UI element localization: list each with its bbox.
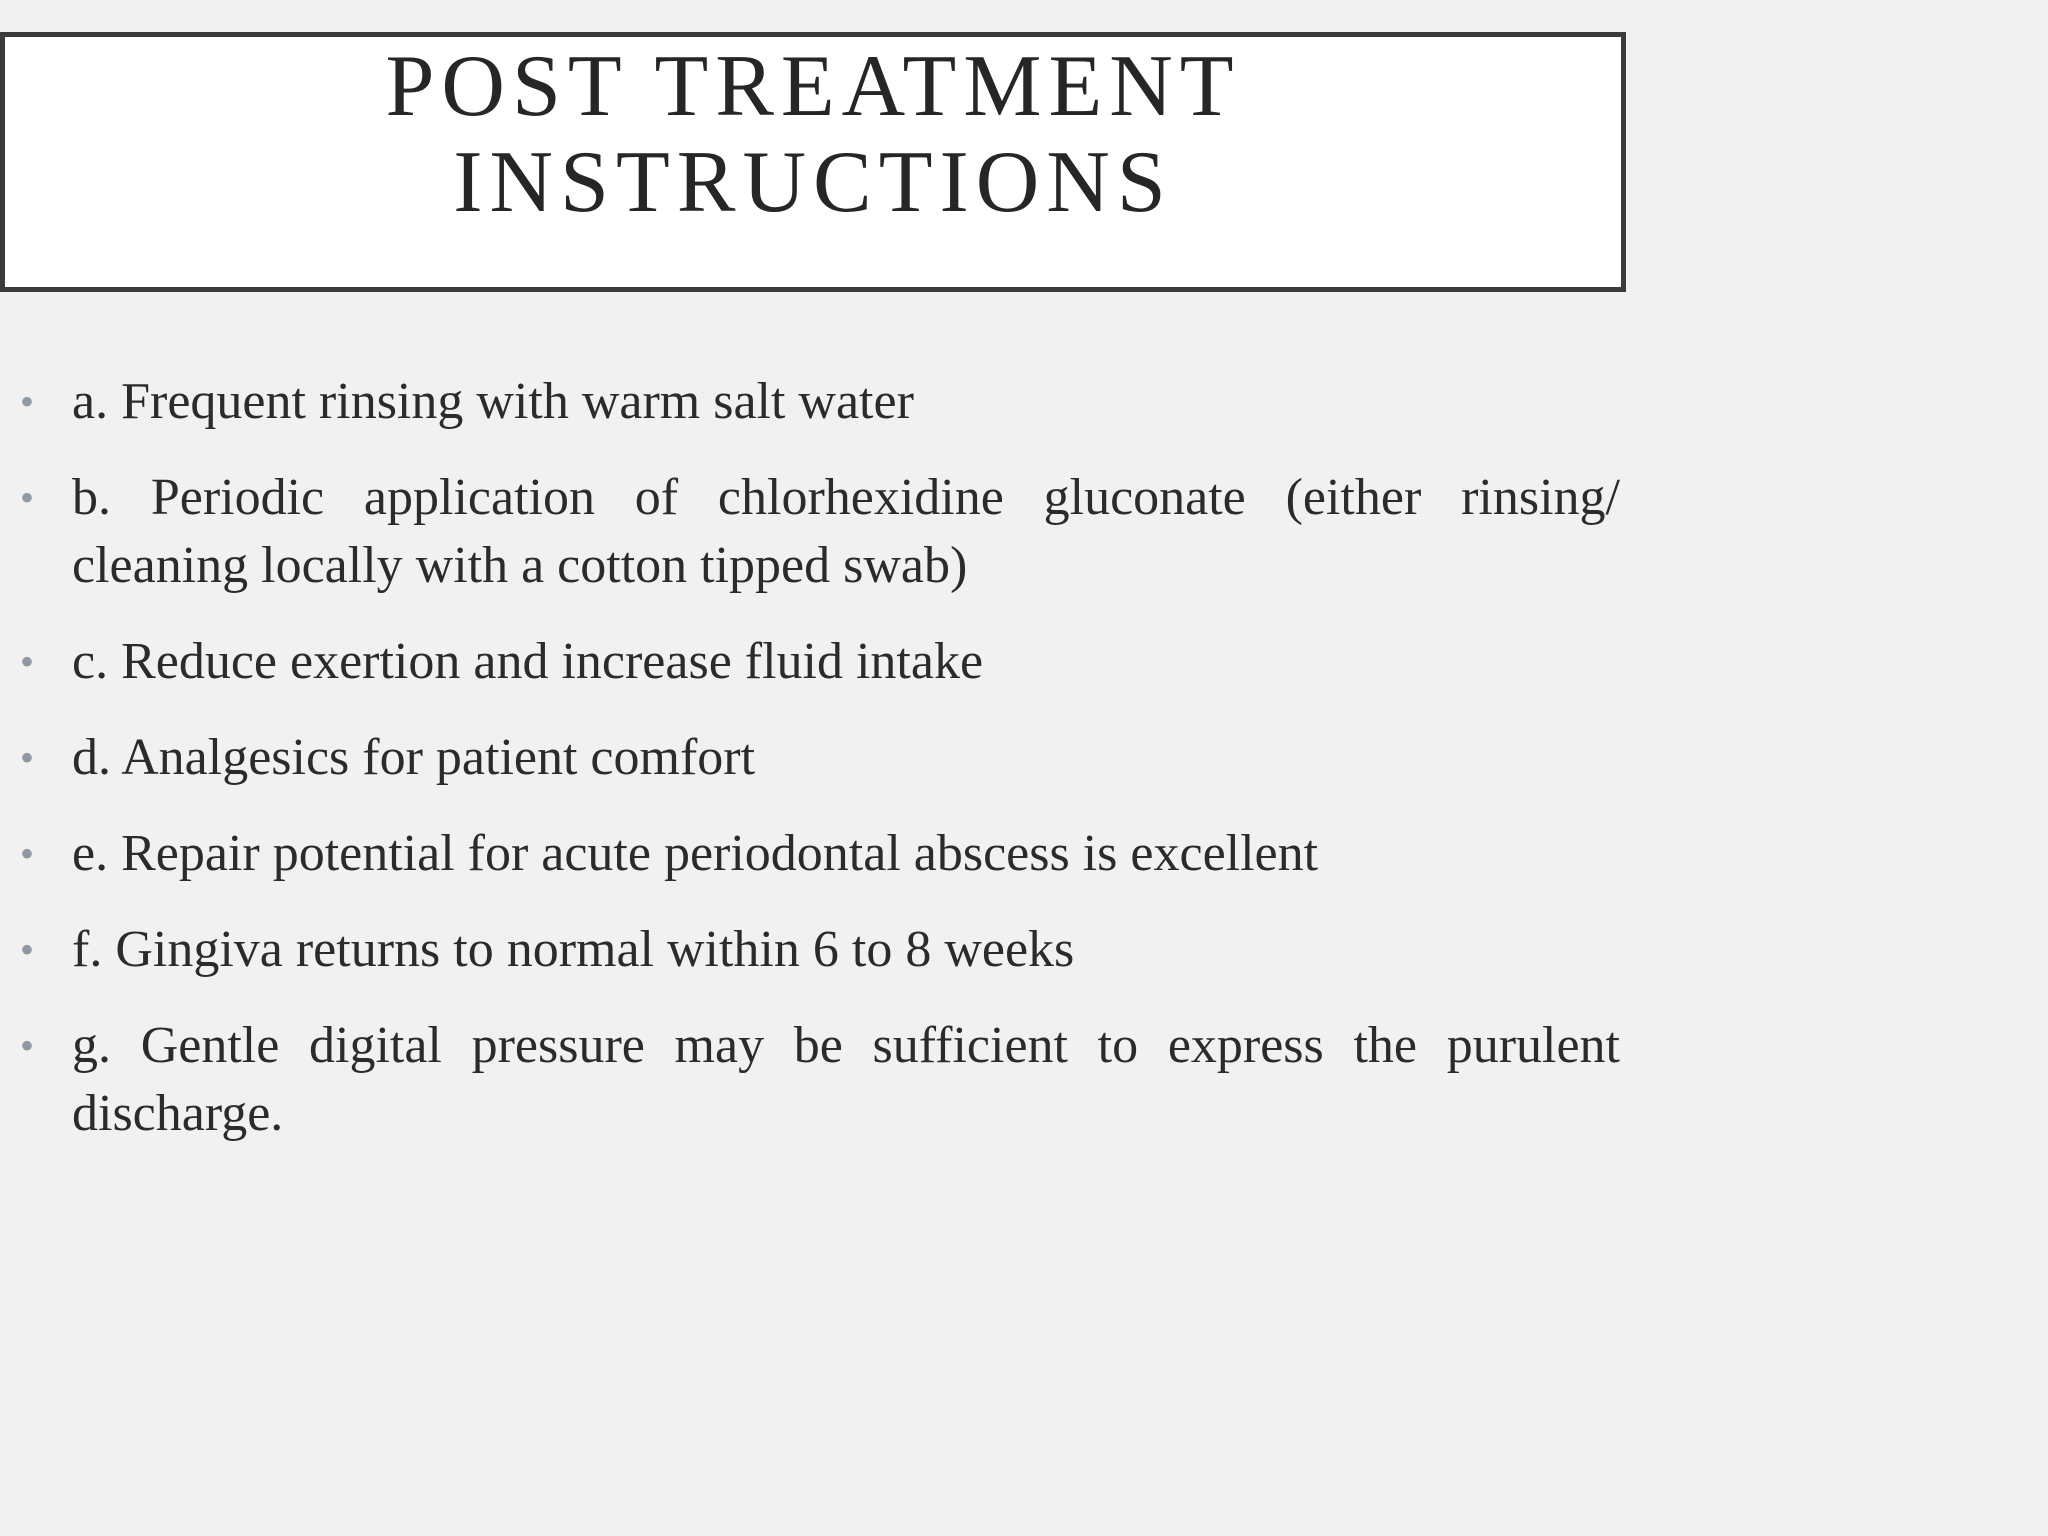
bullet-icon: • (20, 1023, 35, 1068)
list-item (0, 368, 1620, 436)
bullet-list (0, 368, 1620, 1176)
bullet-text: a. Frequent rinsing with warm salt water (72, 373, 914, 430)
list-item (0, 1012, 1620, 1148)
bullet-icon: • (20, 475, 35, 520)
list-item (0, 464, 1620, 600)
bullet-text: f. Gingiva returns to normal within 6 to 8 weeks (72, 921, 1075, 978)
list-item (0, 724, 1620, 792)
title-box (0, 32, 1626, 292)
bullet-text: d. Analgesics for patient comfort (72, 729, 756, 786)
list-item (0, 916, 1620, 984)
bullet-icon: • (20, 639, 35, 684)
bullet-text: g. Gentle digital pressure may be sufficient to express the purulent discharge. (72, 1017, 1620, 1142)
bullet-icon: • (20, 379, 35, 424)
list-item (0, 820, 1620, 888)
title-line-1: POST TREATMENT (385, 38, 1241, 135)
bullet-icon: • (20, 831, 35, 876)
bullet-icon: • (20, 735, 35, 780)
bullet-text: b. Periodic application of chlorhexidine gluconate (either rinsing/ cleaning locally with a cotton tipped swab) (72, 469, 1620, 594)
slide-title (5, 39, 1621, 231)
bullet-icon: • (20, 927, 35, 972)
list-item (0, 628, 1620, 696)
bullet-text: e. Repair potential for acute periodontal abscess is excellent (72, 825, 1319, 882)
title-line-2: INSTRUCTIONS (453, 134, 1173, 231)
bullet-text: c. Reduce exertion and increase fluid intake (72, 633, 984, 690)
